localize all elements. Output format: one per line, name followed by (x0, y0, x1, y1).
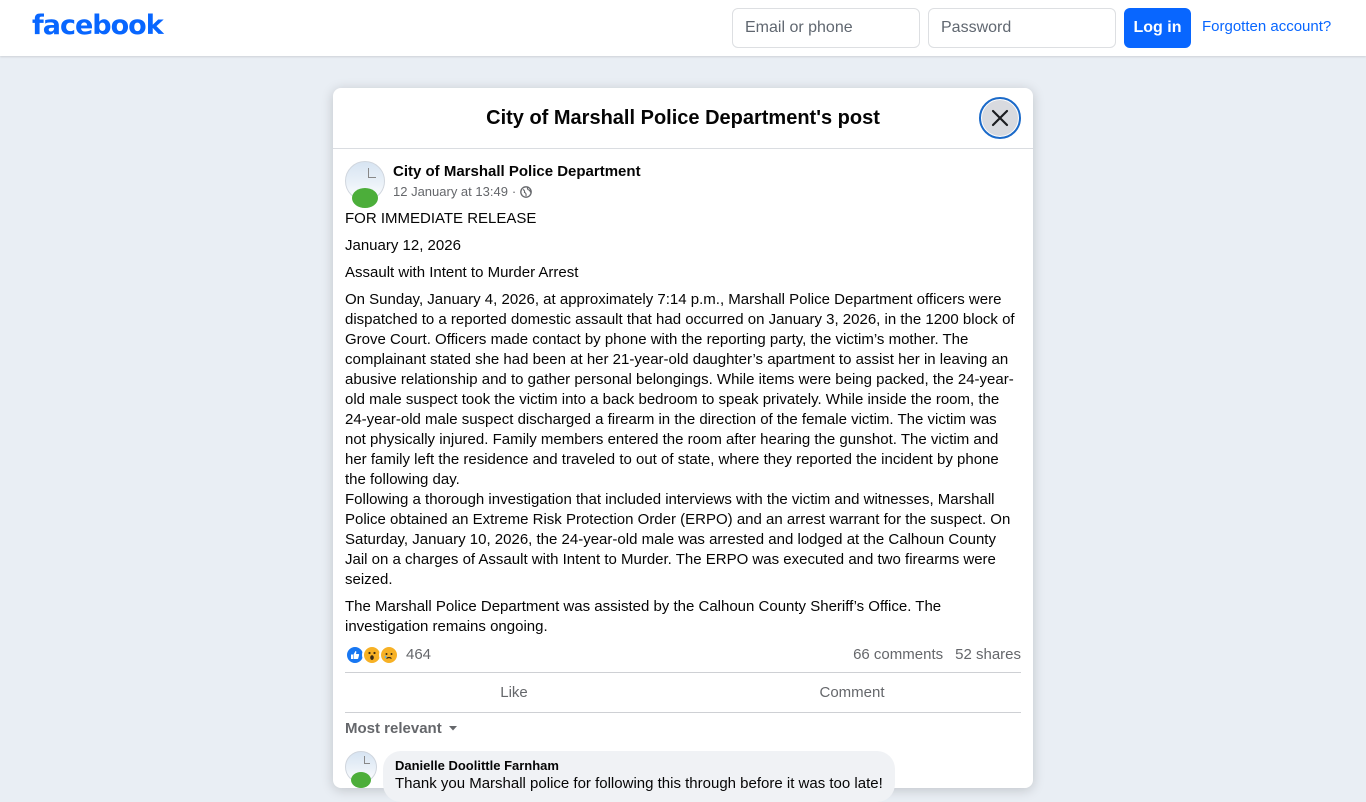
login-button[interactable]: Log in (1124, 8, 1191, 48)
comment-bubble (383, 751, 895, 802)
reaction-count: 464 (406, 646, 432, 663)
dialog-header (333, 88, 1033, 149)
page-name-link[interactable]: City of Marshall Police Department (393, 162, 641, 180)
post-stats (853, 646, 1021, 663)
post-paragraph: Following a thorough investigation that included interviews with the victim and witnesses, Marshall Police obtained an Extreme Risk Protection Order (ERPO) and an arrest warrant for the suspect. On Saturday, January 10, 2026, the 24-year-old male was arrested and lodged at the Calhoun County Jail on a charges of Assault with Intent to Murder. The ERPO was executed and two firearms were seized. (345, 491, 1011, 588)
sort-label: Most relevant (345, 719, 442, 737)
post-timestamp[interactable]: 12 January at 13:49 (393, 183, 508, 199)
comments-count-link[interactable]: 66 comments (853, 646, 944, 663)
post-timestamp-row (393, 184, 641, 200)
page-avatar[interactable] (345, 161, 385, 201)
like-button[interactable]: Like (345, 673, 683, 712)
post-header (345, 161, 1021, 201)
close-icon (991, 109, 1009, 127)
commenter-avatar[interactable] (345, 751, 377, 783)
dialog-title: City of Marshall Police Department's post (486, 106, 880, 129)
password-input[interactable] (928, 8, 1116, 48)
comment-sort-dropdown[interactable] (345, 713, 458, 741)
comment-button[interactable]: Comment (683, 673, 1021, 712)
post-dialog (333, 88, 1033, 792)
post-actions (345, 673, 1021, 713)
globe-icon (520, 186, 532, 198)
shares-count-link[interactable]: 52 shares (955, 646, 1021, 663)
reactions-button[interactable] (345, 645, 431, 665)
post (333, 149, 1033, 802)
post-paragraph: January 12, 2026 (345, 237, 461, 254)
comment-item (345, 751, 1021, 802)
post-paragraph: On Sunday, January 4, 2026, at approximately 7:14 p.m., Marshall Police Department officers were dispatched to a reported domestic assault that had occurred on January 3, 2026, in the 1200 block of Grove Court. Officers made contact by phone with the reporting party, the victim’s mother. The complainant stated she had been at her 21-year-old daughter’s apartment to assist her in leaving an abusive relationship and to gather personal belongings. While items were being packed, the 24-year-old male suspect took the victim into a back bedroom to speak privately. While inside the room, the 24-year-old male suspect discharged a firearm in the direction of the female victim. The victim was not physically injured. Family members entered the room after hearing the gunshot. The victim and her family left the residence and traveled to out of state, where they reported the incident by phone the following day. (345, 291, 1015, 488)
caret-down-icon (448, 724, 458, 732)
post-meta (393, 163, 641, 200)
post-paragraph: Assault with Intent to Murder Arrest (345, 264, 579, 281)
facebook-logo[interactable]: facebook (32, 10, 163, 41)
post-body (345, 209, 1021, 637)
email-input[interactable] (732, 8, 920, 48)
close-button[interactable] (979, 97, 1021, 139)
comment-text: Thank you Marshall police for following this through before it was too late! (395, 775, 883, 792)
separator: · (511, 183, 517, 199)
reactions-summary (345, 637, 1021, 673)
post-paragraph: The Marshall Police Department was assisted by the Calhoun County Sheriff’s Office. The investigation remains ongoing. (345, 598, 942, 635)
comment-author-link[interactable]: Danielle Doolittle Farnham (395, 758, 559, 773)
post-paragraph: FOR IMMEDIATE RELEASE (345, 210, 537, 227)
sad-reaction-icon (379, 645, 399, 665)
forgotten-account-link[interactable]: Forgotten account? (1202, 18, 1332, 35)
top-bar (0, 0, 1366, 56)
